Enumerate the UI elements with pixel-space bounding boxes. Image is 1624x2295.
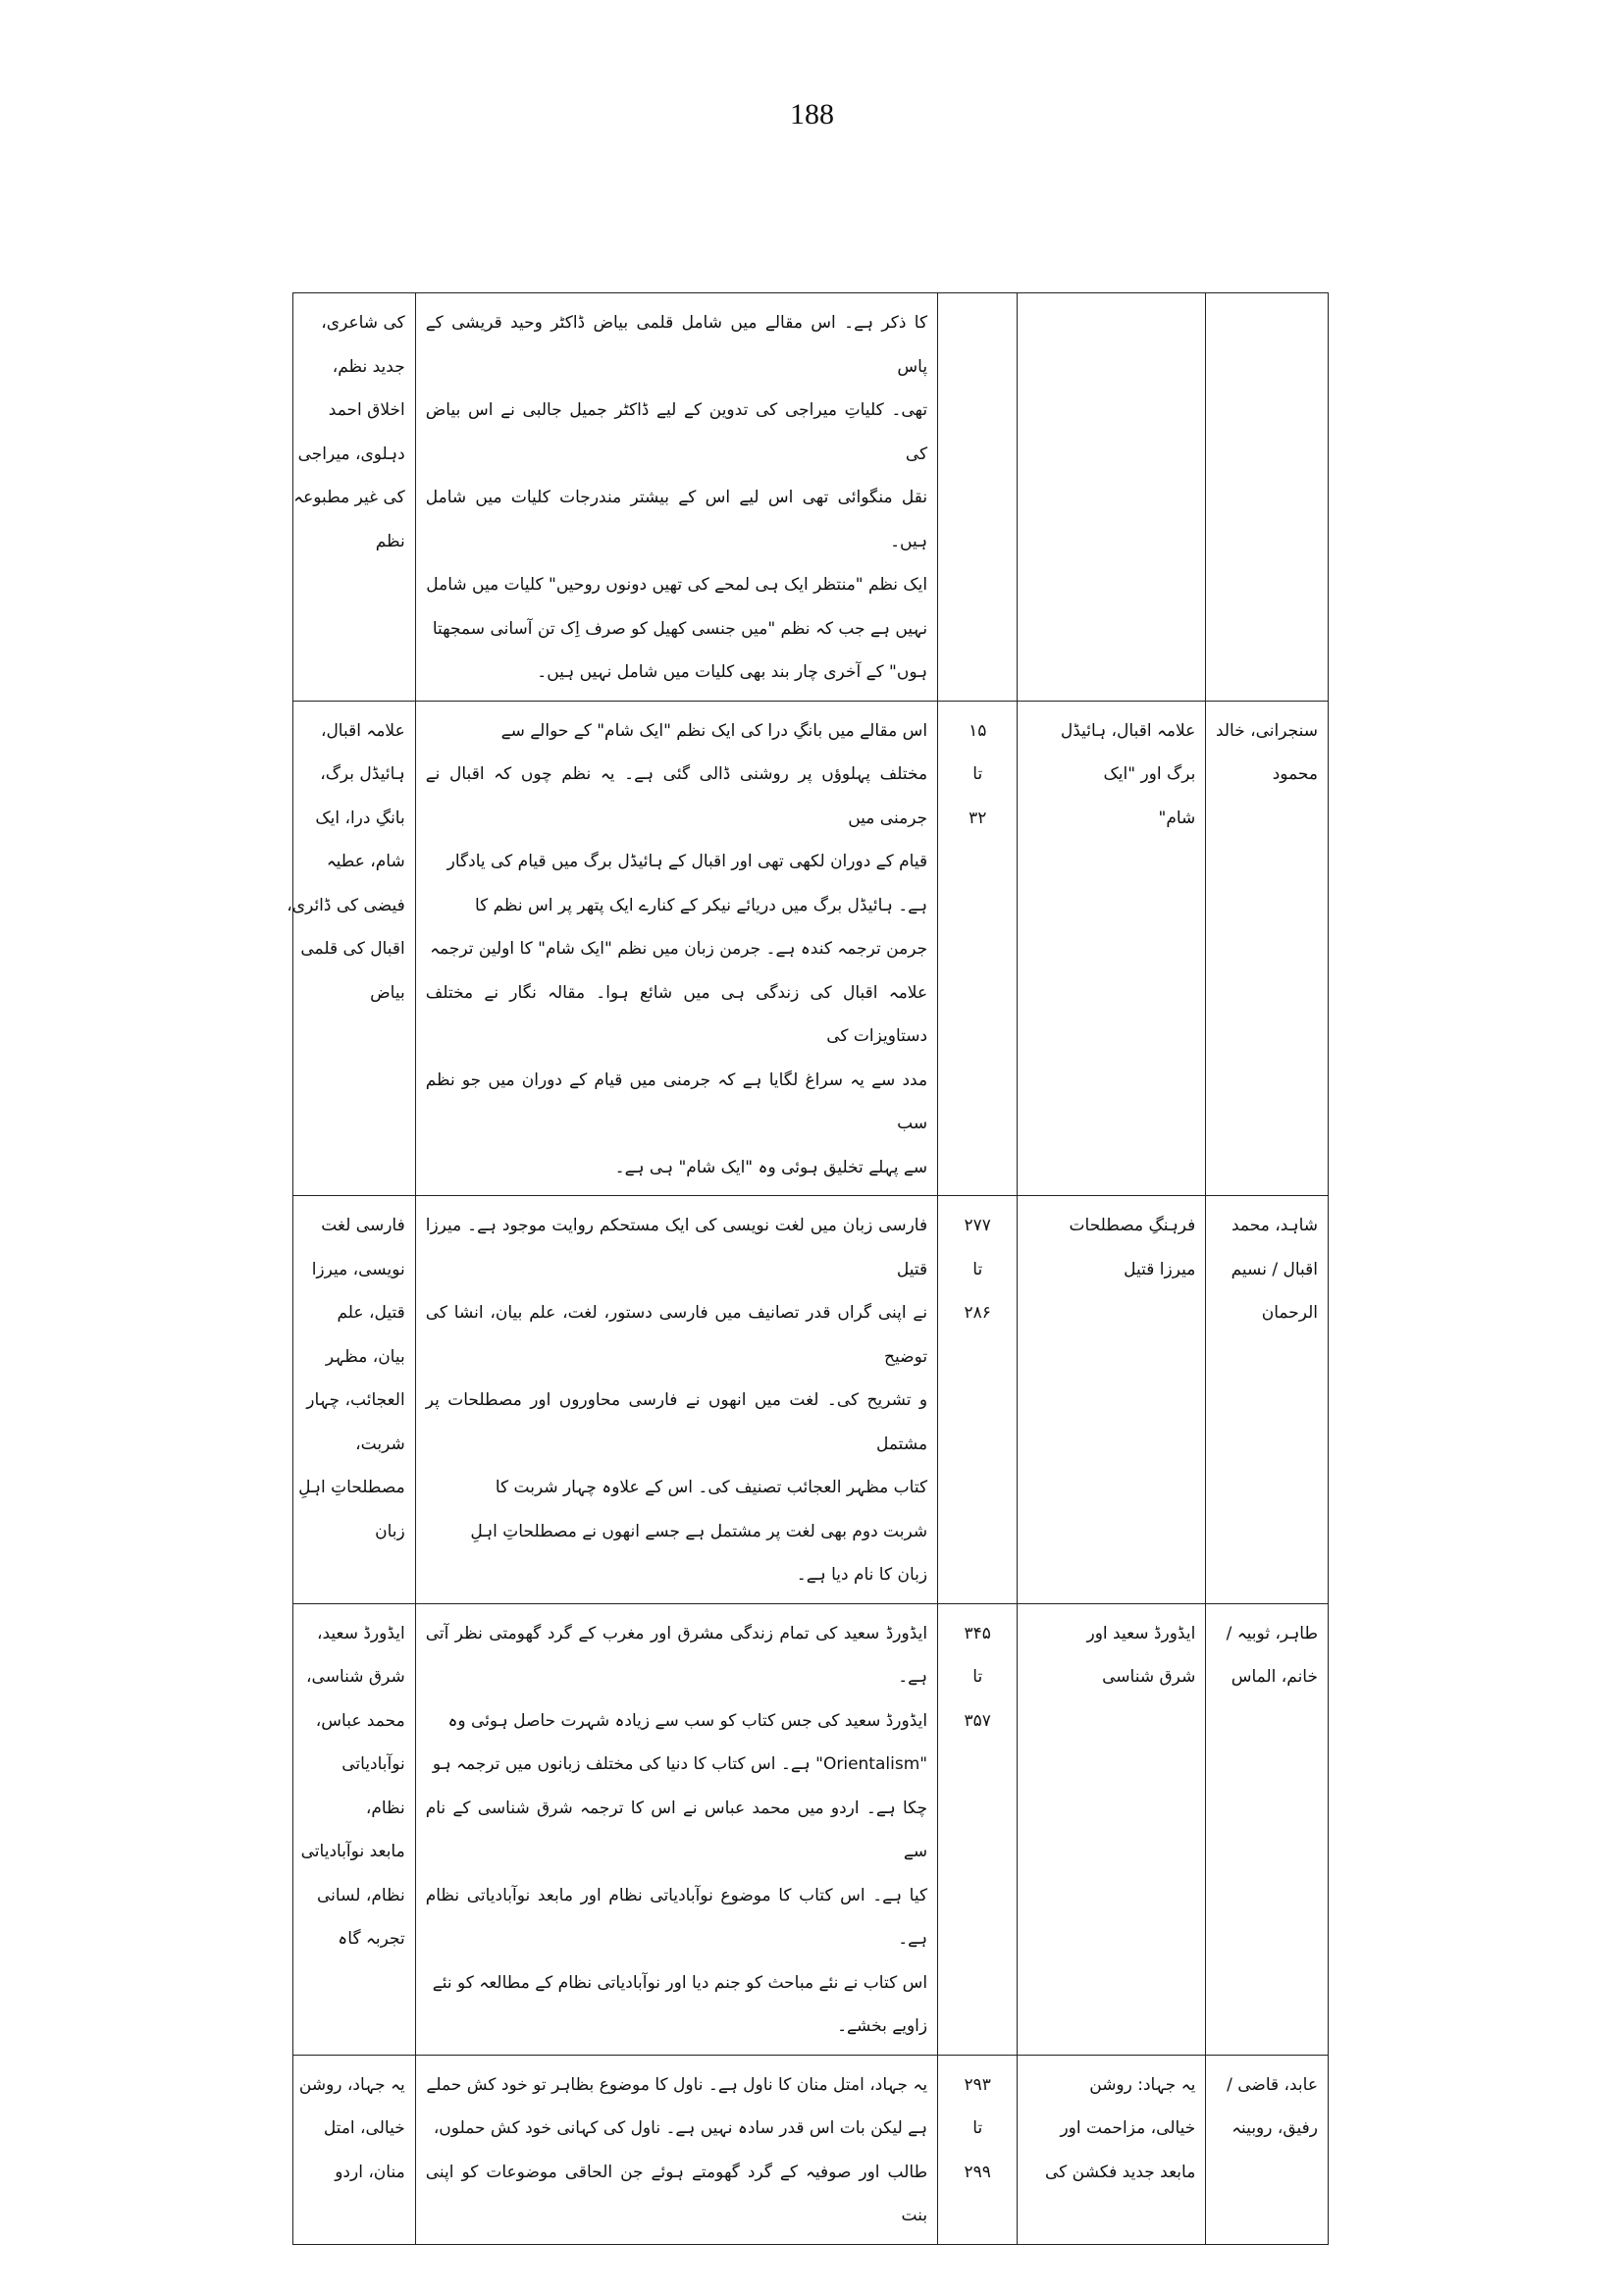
- title-cell: [1018, 2055, 1206, 2244]
- summary-line: سے پہلے تخلیق ہوئی وہ "ایک شام" ہی ہے۔: [614, 1157, 928, 1177]
- title-line: فرہنگِ مصطلحات: [1069, 1216, 1196, 1235]
- summary-line: ہوں" کے آخری چار بند بھی کلیات میں شامل نہیں ہیں۔: [537, 662, 928, 682]
- pages-cell: [938, 1196, 1018, 1604]
- keywords-line: العجائب، چہار: [306, 1390, 405, 1410]
- table-row: [293, 293, 1329, 702]
- summary-line: اس کتاب نے نئے مباحث کو جنم دیا اور نوآبادیاتی نظام کے مطالعہ کو نئے: [432, 1972, 928, 1993]
- keywords-line: نظام، لسانی: [317, 1885, 405, 1905]
- table-row: [293, 1603, 1329, 2055]
- keywords-line: ایڈورڈ سعید،: [316, 1623, 405, 1643]
- authors-line: اقبال / نسیم: [1231, 1259, 1318, 1279]
- summary-line: ہے۔ ہائیڈل برگ میں دریائے نیکر کے کنارے ایک پتھر پر اس نظم کا: [474, 895, 928, 915]
- summary-line: نہیں ہے جب کہ نظم "میں جنسی کھیل کو صرف اِک تن آسانی سمجھتا: [432, 618, 928, 639]
- keywords-line: فیضی کی ڈائری،: [287, 895, 405, 915]
- table-row: [293, 701, 1329, 1196]
- authors-line: خانم، الماس: [1231, 1667, 1318, 1687]
- keywords-line: علامہ اقبال،: [320, 720, 405, 741]
- title-line: علامہ اقبال، ہائیڈل: [1060, 720, 1196, 741]
- keywords-line: بیاض: [370, 982, 405, 1003]
- summary-line: کتاب مظہر العجائب تصنیف کی۔ اس کے علاوہ چہار شربت کا: [495, 1478, 928, 1497]
- summary-line: "Orientalism" ہے۔ اس کتاب کا دنیا کی مختلف زبانوں میں ترجمہ ہو: [432, 1754, 928, 1774]
- keywords-line: نوآبادیاتی: [341, 1754, 405, 1774]
- summary-line: و تشریح کی۔ لغت میں انھوں نے فارسی محاوروں اور مصطلحات پر مشتمل: [425, 1390, 928, 1454]
- pages-cell: [938, 2055, 1018, 2244]
- keywords-line: بانگِ درا، ایک: [315, 808, 405, 828]
- authors-line: رفیق، روبینہ: [1231, 2118, 1318, 2138]
- keywords-line: یہ جہاد، روشن: [298, 2074, 405, 2095]
- pages-line: ۲۹۹: [964, 2162, 991, 2182]
- pages-line: ۳۲: [969, 808, 987, 828]
- keywords-line: نظام،: [365, 1798, 405, 1818]
- page-number: 188: [790, 98, 834, 130]
- keywords-line: مابعد نوآبادیاتی: [300, 1842, 405, 1861]
- keywords-cell: [287, 701, 416, 1196]
- summary-line: فارسی زبان میں لغت نویسی کی ایک مستحکم روایت موجود ہے۔ میرزا قتیل: [425, 1216, 928, 1279]
- title-line: شام": [1158, 808, 1196, 828]
- authors-line: طاہر، ثوبیہ /: [1226, 1623, 1318, 1643]
- title-line: ایڈورڈ سعید اور: [1086, 1623, 1196, 1643]
- pages-cell: [938, 1603, 1018, 2055]
- pages-line: تا: [972, 1259, 983, 1279]
- pages-line: ۳۴۵: [964, 1623, 991, 1643]
- summary-line: طالب اور صوفیہ کے گرد گھومتے ہوئے جن الحاقی موضوعات کو اپنی بنت: [425, 2162, 928, 2225]
- summary-cell: [415, 701, 937, 1196]
- keywords-line: مصطلحاتِ اہلِ: [298, 1478, 405, 1497]
- title-cell: [1018, 293, 1206, 702]
- title-cell: [1018, 1603, 1206, 2055]
- summary-line: ہے لیکن بات اس قدر سادہ نہیں ہے۔ ناول کی کہانی خود کش حملوں،: [433, 2118, 928, 2138]
- pages-line: تا: [972, 1667, 983, 1687]
- keywords-cell: [293, 2055, 416, 2244]
- title-line: میرزا قتیل: [1124, 1259, 1196, 1279]
- pages-line: ۲۹۳: [964, 2074, 991, 2095]
- pages-line: ۲۸۶: [964, 1303, 991, 1323]
- keywords-cell: [293, 1196, 416, 1604]
- pages-cell: [938, 701, 1018, 1196]
- authors-cell: [1206, 2055, 1329, 2244]
- pages-line: تا: [972, 2118, 983, 2138]
- keywords-line: کی غیر مطبوعہ: [293, 488, 405, 507]
- keywords-line: شربت،: [355, 1434, 405, 1454]
- summary-line: چکا ہے۔ اردو میں محمد عباس نے اس کا ترجمہ شرق شناسی کے نام سے: [425, 1798, 928, 1861]
- table-row: [293, 1196, 1329, 1604]
- summary-cell: [415, 1196, 937, 1604]
- summary-line: ایڈورڈ سعید کی تمام زندگی مشرق اور مغرب کے گرد گھومتی نظر آتی ہے۔: [425, 1623, 928, 1687]
- summary-line: یہ جہاد، امتل منان کا ناول ہے۔ ناول کا موضوع بظاہر تو خود کش حملے: [426, 2074, 928, 2095]
- authors-cell: [1206, 293, 1329, 702]
- pages-line: ۱۵: [969, 720, 987, 741]
- authors-cell: [1206, 1603, 1329, 2055]
- title-line: خیالی، مزاحمت اور: [1060, 2118, 1196, 2138]
- summary-cell: [415, 2055, 937, 2244]
- pages-cell: [938, 293, 1018, 702]
- authors-line: محمود: [1272, 764, 1318, 784]
- keywords-line: بیان، مظہر: [325, 1346, 405, 1367]
- keywords-line: تجربہ گاہ: [338, 1929, 405, 1949]
- title-line: مابعد جدید فکشن کی: [1044, 2162, 1196, 2182]
- authors-line: شاہد، محمد: [1231, 1216, 1318, 1235]
- keywords-line: اخلاق احمد: [328, 400, 405, 420]
- keywords-line: ہائیڈل برگ،: [320, 764, 405, 784]
- keywords-line: شام، عطیہ: [326, 852, 405, 871]
- keywords-line: قتیل، علم: [337, 1303, 405, 1323]
- title-cell: [1018, 701, 1206, 1196]
- keywords-line: منان، اردو: [335, 2162, 405, 2182]
- table-row: [293, 2055, 1329, 2244]
- title-line: یہ جہاد: روشن: [1089, 2074, 1196, 2095]
- keywords-cell: [293, 1603, 416, 2055]
- keywords-line: فارسی لغت: [321, 1216, 405, 1235]
- keywords-line: اقبال کی قلمی: [300, 939, 405, 959]
- summary-line: نقل منگوائی تھی اس لیے اس کے بیشتر مندرجات کلیات میں شامل ہیں۔: [425, 488, 928, 551]
- summary-line: زاویے بخشے۔: [837, 2016, 928, 2036]
- keywords-line: خیالی، امتل: [323, 2118, 405, 2138]
- summary-line: قیام کے دوران لکھی تھی اور اقبال کے ہائیڈل برگ میں قیام کی یادگار: [446, 852, 928, 871]
- keywords-line: زبان: [375, 1521, 405, 1541]
- summary-line: مدد سے یہ سراغ لگایا ہے کہ جرمنی میں قیام کے دوران میں جو نظم سب: [425, 1069, 928, 1133]
- keywords-line: نویسی، میرزا: [311, 1259, 405, 1279]
- summary-cell: [415, 293, 937, 702]
- pages-line: ۲۷۷: [964, 1216, 991, 1235]
- summary-line: نے اپنی گراں قدر تصانیف میں فارسی دستور، لغت، علم بیان، انشا کی توضیح: [425, 1303, 928, 1367]
- authors-line: سنجرانی، خالد: [1215, 720, 1318, 741]
- bibliography-table: [287, 292, 1329, 2245]
- summary-line: جرمن ترجمہ کندہ ہے۔ جرمن زبان میں نظم "ایک شام" کا اولین ترجمہ: [430, 939, 928, 959]
- summary-line: اس مقالے میں بانگِ درا کی ایک نظم "ایک شام" کے حوالے سے: [500, 720, 928, 741]
- summary-line: زبان کا نام دیا ہے۔: [796, 1565, 928, 1585]
- summary-line: شربت دوم بھی لغت پر مشتمل ہے جسے انھوں نے مصطلحاتِ اہلِ: [470, 1521, 928, 1541]
- pages-line: ۳۵۷: [964, 1710, 991, 1731]
- summary-cell: [415, 1603, 937, 2055]
- title-cell: [1018, 1196, 1206, 1604]
- keywords-cell: [293, 293, 416, 702]
- keywords-line: نظم: [375, 531, 405, 551]
- title-line: برگ اور "ایک: [1103, 764, 1196, 784]
- summary-line: ایڈورڈ سعید کی جس کتاب کو سب سے زیادہ شہرت حاصل ہوئی وہ: [447, 1710, 928, 1731]
- summary-line: کیا ہے۔ اس کتاب کا موضوع نوآبادیاتی نظام اور مابعد نوآبادیاتی نظام ہے۔: [425, 1885, 928, 1949]
- keywords-line: محمد عباس،: [315, 1710, 405, 1731]
- keywords-line: دہلوی، میراجی: [297, 443, 405, 464]
- keywords-line: شرق شناسی،: [306, 1667, 405, 1687]
- authors-cell: [1206, 1196, 1329, 1604]
- summary-line: مختلف پہلوؤں پر روشنی ڈالی گئی ہے۔ یہ نظم چوں کہ اقبال نے جرمنی میں: [425, 764, 928, 828]
- authors-line: عابد، قاضی /: [1227, 2074, 1318, 2095]
- keywords-line: جدید نظم،: [332, 356, 405, 377]
- authors-cell: [1206, 701, 1329, 1196]
- summary-line: تھی۔ کلیاتِ میراجی کی تدوین کے لیے ڈاکٹر جمیل جالبی نے اس بیاض کی: [425, 400, 928, 464]
- title-line: شرق شناسی: [1102, 1667, 1196, 1687]
- summary-line: علامہ اقبال کی زندگی ہی میں شائع ہوا۔ مقالہ نگار نے مختلف دستاویزات کی: [425, 982, 928, 1046]
- keywords-line: کی شاعری،: [321, 313, 405, 333]
- pages-line: تا: [972, 764, 983, 784]
- summary-line: ایک نظم "منتظر ایک ہی لمحے کی تھیں دونوں روحیں" کلیات میں شامل: [426, 575, 928, 595]
- authors-line: الرحمان: [1261, 1303, 1318, 1323]
- summary-line: کا ذکر ہے۔ اس مقالے میں شامل قلمی بیاض ڈاکٹر وحید قریشی کے پاس: [425, 313, 928, 377]
